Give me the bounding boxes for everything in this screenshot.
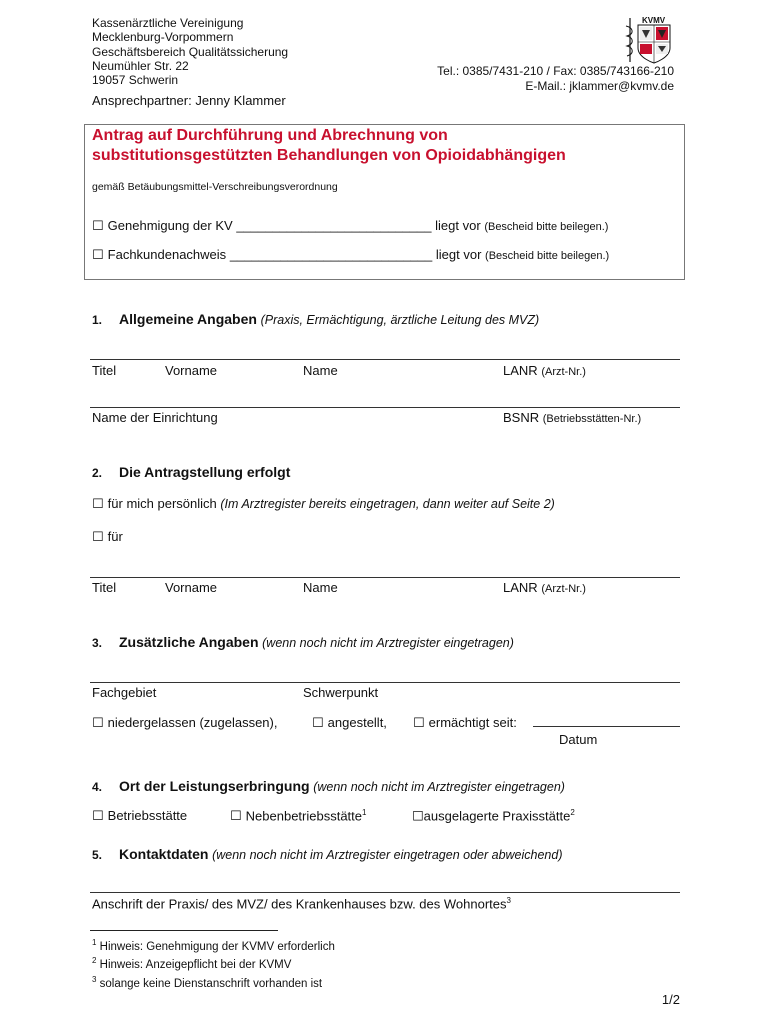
section-note: (wenn noch nicht im Arztregister eingetragen): [313, 780, 565, 794]
sender-address: [92, 16, 288, 87]
lanr-note: (Arzt-Nr.): [541, 366, 586, 378]
input-line[interactable]: [90, 359, 680, 360]
kvmv-logo: [622, 14, 674, 66]
sender-line: Neumühler Str. 22: [92, 58, 189, 73]
section-title: Ort der Leistungserbringung: [119, 778, 310, 794]
section-number: 1.: [92, 313, 103, 327]
lanr-text: LANR: [503, 363, 538, 378]
betriebsstaette-option: [92, 808, 187, 824]
ausgelagerte-checkbox[interactable]: ☐: [412, 809, 424, 825]
angestellt-option: [312, 715, 387, 731]
persoenlich-checkbox[interactable]: ☐: [92, 497, 104, 512]
sender-line: Kassenärztliche Vereinigung: [92, 16, 244, 30]
logo-text: KVMV: [642, 16, 666, 25]
contact-numbers: [437, 64, 674, 93]
sender-line: Geschäftsbereich Qualitätssicherung: [92, 44, 289, 59]
date-input-line[interactable]: [533, 726, 680, 727]
section-title: Kontaktdaten: [119, 846, 209, 862]
lanr-note: (Arzt-Nr.): [541, 583, 586, 595]
betriebsstaette-checkbox[interactable]: ☐: [92, 809, 104, 824]
lanr-label: [503, 363, 586, 378]
input-line[interactable]: [90, 682, 680, 683]
fuer-label: für: [107, 529, 123, 544]
vorname-label: Vorname: [165, 363, 218, 378]
genehmigung-checkbox[interactable]: ☐: [92, 219, 104, 234]
contact-person: Ansprechpartner: Jenny Klammer: [92, 93, 286, 108]
titel-label: Titel: [92, 363, 117, 378]
genehmigung-row: [92, 218, 608, 234]
section-note: (Praxis, Ermächtigung, ärztliche Leitung des MVZ): [260, 313, 540, 327]
section-number: 2.: [92, 466, 103, 480]
input-line[interactable]: [90, 407, 680, 408]
bsnr-label: [503, 410, 641, 425]
footnote-ref: 3: [506, 896, 511, 905]
footnote-number: 1: [92, 938, 97, 947]
ermaechtigt-label: ermächtigt seit:: [428, 715, 517, 730]
niedergelassen-label: niedergelassen (zugelassen),: [107, 715, 278, 730]
footnote: [92, 973, 335, 991]
footnote-number: 2: [92, 956, 97, 966]
footnotes: [92, 936, 335, 991]
section3-heading: [92, 634, 514, 650]
form-subtitle: gemäß Betäubungsmittel-Verschreibungsverordnung: [92, 181, 338, 193]
footnote-ref: 2: [570, 808, 575, 817]
persoenlich-label: für mich persönlich: [107, 496, 217, 511]
vorname-label: Vorname: [165, 580, 218, 595]
section1-heading: [92, 311, 539, 327]
anschrift-text: Anschrift der Praxis/ des MVZ/ des Krankenhauses bzw. des Wohnortes: [92, 896, 507, 912]
bescheid-note: (Bescheid bitte beilegen.): [485, 250, 610, 262]
ausgelagerte-label: ausgelagerte Praxisstätte: [423, 808, 571, 824]
footnote-text: Hinweis: Anzeigepflicht bei der KVMV: [99, 959, 292, 972]
sender-line: Mecklenburg-Vorpommern: [92, 30, 234, 45]
fachgebiet-label: Fachgebiet: [92, 685, 157, 700]
datum-label: Datum: [559, 732, 598, 747]
section-note: (wenn noch nicht im Arztregister eingetragen oder abweichend): [212, 848, 563, 862]
section-note: (wenn noch nicht im Arztregister eingetragen): [262, 636, 514, 650]
section-number: 5.: [92, 848, 103, 862]
angestellt-checkbox[interactable]: ☐: [312, 716, 324, 731]
footnote-divider: [90, 930, 278, 931]
genehmigung-label: Genehmigung der KV: [107, 218, 233, 233]
niedergelassen-option: [92, 715, 277, 731]
section-number: 3.: [92, 636, 103, 650]
einrichtung-label: Name der Einrichtung: [92, 410, 218, 425]
bsnr-text: BSNR: [503, 410, 540, 425]
fuer-row: [92, 529, 123, 545]
fuer-checkbox[interactable]: ☐: [92, 530, 104, 545]
section5-heading: [92, 846, 563, 862]
nebenbetriebsstaette-label: Nebenbetriebsstätte: [245, 808, 363, 824]
bsnr-note: (Betriebsstätten-Nr.): [542, 413, 642, 425]
footnote-text: solange keine Dienstanschrift vorhanden ist: [99, 977, 323, 990]
betriebsstaette-label: Betriebsstätte: [107, 808, 188, 823]
anschrift-label: [92, 896, 511, 911]
liegt-vor-label: liegt vor: [435, 247, 482, 262]
email: E-Mail.: jklammer@kvmv.de: [525, 78, 674, 93]
nebenbetriebsstaette-checkbox[interactable]: ☐: [230, 809, 242, 825]
page-number: 1/2: [661, 992, 680, 1007]
tel-fax: Tel.: 0385/7431-210 / Fax: 0385/743166-210: [437, 64, 674, 78]
lanr-text: LANR: [503, 580, 538, 595]
angestellt-label: angestellt,: [327, 715, 387, 730]
input-line[interactable]: [90, 892, 680, 893]
ermaechtigt-option: [413, 715, 517, 731]
fachkunde-field[interactable]: ____________________________: [229, 247, 433, 262]
footnote-text: Hinweis: Genehmigung der KVMV erforderlich: [99, 940, 335, 953]
section-title: Allgemeine Angaben: [119, 311, 257, 327]
footnote-number: 3: [92, 974, 97, 984]
persoenlich-note: (Im Arztregister bereits eingetragen, dann weiter auf Seite 2): [220, 497, 555, 511]
section4-heading: [92, 778, 565, 794]
niedergelassen-checkbox[interactable]: ☐: [92, 716, 104, 731]
bescheid-note: (Bescheid bitte beilegen.): [484, 221, 609, 233]
input-line[interactable]: [90, 577, 680, 578]
fachkunde-checkbox[interactable]: ☐: [92, 248, 104, 263]
kv-field[interactable]: ___________________________: [236, 218, 432, 233]
section-number: 4.: [92, 780, 103, 794]
ermaechtigt-checkbox[interactable]: ☐: [413, 716, 425, 731]
section-title: Zusätzliche Angaben: [119, 634, 259, 650]
liegt-vor-label: liegt vor: [435, 218, 481, 233]
form-title: [92, 126, 566, 166]
lanr-label: [503, 580, 586, 595]
fachkunde-label: Fachkundenachweis: [107, 247, 227, 262]
title-line: substitutionsgestützten Behandlungen von Opioidabhängigen: [92, 147, 566, 164]
name-label: Name: [303, 363, 338, 378]
section2-heading: [92, 464, 290, 480]
nebenbetriebsstaette-option: [230, 808, 366, 824]
schwerpunkt-label: Schwerpunkt: [303, 685, 379, 700]
ausgelagerte-option: [412, 808, 575, 824]
footnote: [92, 936, 335, 954]
persoenlich-row: [92, 496, 555, 512]
section-title: Die Antragstellung erfolgt: [119, 464, 291, 480]
footnote-ref: 1: [362, 808, 367, 817]
sender-line: 19057 Schwerin: [92, 73, 179, 88]
title-line: Antrag auf Durchführung und Abrechnung von: [92, 127, 448, 144]
fachkunde-row: [92, 247, 609, 263]
titel-label: Titel: [92, 580, 117, 595]
footnote: [92, 954, 335, 972]
name-label: Name: [303, 580, 338, 595]
